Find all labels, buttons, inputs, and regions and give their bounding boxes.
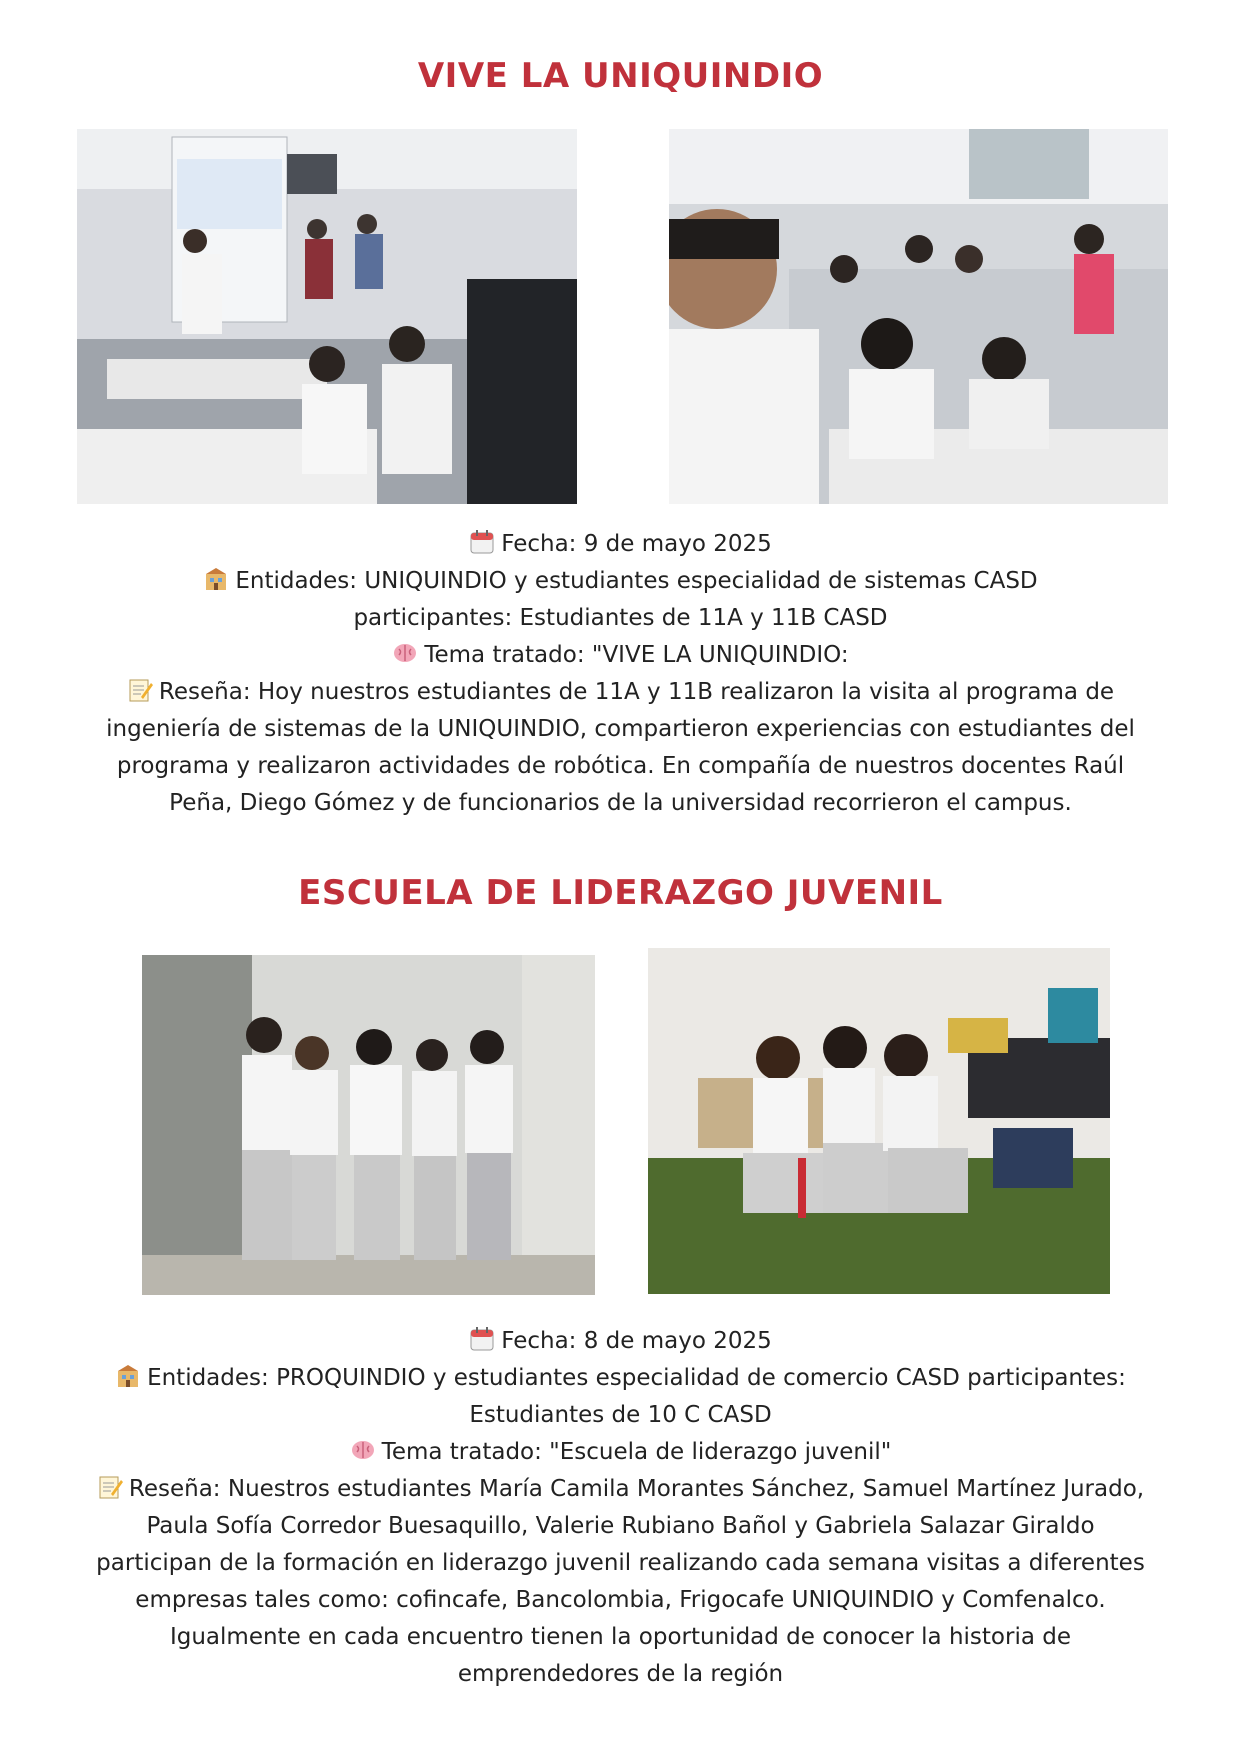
section1-resena-l1: Reseña: Hoy nuestros estudiantes de 11A y 11B realizaron la visita al programa de [158,679,1115,705]
section1-resena-l2: ingeniería de sistemas de la UNIQUINDIO, compartieron experiencias con estudiantes del [106,716,1135,742]
section1-tema: Tema tratado: "VIVE LA UNIQUINDIO: [424,642,849,668]
brain-icon [392,640,418,666]
school-building-icon [203,566,229,592]
section1-participantes: participantes: Estudiantes de 11A y 11B CASD [353,605,888,631]
section2-tema-line [30,1434,1211,1471]
section1-entidades: Entidades: UNIQUINDIO y estudiantes especialidad de sistemas CASD [235,568,1038,594]
section1-entidades-line [30,563,1211,600]
brain-icon [350,1437,376,1463]
section2-entidades-line [30,1360,1211,1397]
section2-resena-l4: empresas tales como: cofincafe, Bancolombia, Frigocafe UNIQUINDIO y Comfenalco. [135,1587,1106,1613]
calendar-icon [469,1326,495,1352]
section1-resena-l3: programa y realizaron actividades de robótica. En compañía de nuestros docentes Raúl [116,753,1125,779]
section1-info [30,526,1211,822]
memo-icon [127,677,153,703]
photo-teacher-selfie [669,129,1168,504]
section2-fecha: Fecha: 8 de mayo 2025 [501,1328,772,1354]
calendar-icon [469,529,495,555]
school-building-icon [115,1363,141,1389]
section2-fecha-line [30,1323,1211,1360]
section1-resena-l4: Peña, Diego Gómez y de funcionarios de la universidad recorrieron el campus. [169,790,1072,816]
section2-tema: Tema tratado: "Escuela de liderazgo juvenil" [381,1439,892,1465]
section1-resena-line [30,674,1211,711]
section2-resena-l6: emprendedores de la región [457,1661,784,1687]
section2-resena-l1: Reseña: Nuestros estudiantes María Camila Morantes Sánchez, Samuel Martínez Jurado, [128,1476,1145,1502]
photo-students-sitting [648,948,1110,1294]
section2-resena-l5: Igualmente en cada encuentro tienen la oportunidad de conocer la historia de [169,1624,1072,1650]
memo-icon [97,1474,123,1500]
photo-students-hallway [142,955,595,1295]
photo-classroom-robotics [77,129,577,504]
section2-resena-line [30,1471,1211,1508]
section2-entidades: Entidades: PROQUINDIO y estudiantes especialidad de comercio CASD participantes: [147,1365,1126,1391]
section2-info [30,1323,1211,1693]
section2-participantes: Estudiantes de 10 C CASD [469,1402,772,1428]
section1-fecha: Fecha: 9 de mayo 2025 [501,531,772,557]
section1-title: VIVE LA UNIQUINDIO [417,56,824,96]
section2-resena-l2: Paula Sofía Corredor Buesaquillo, Valerie Rubiano Bañol y Gabriela Salazar Giraldo [146,1513,1095,1539]
section2-title: ESCUELA DE LIDERAZGO JUVENIL [298,873,943,913]
section1-tema-line [30,637,1211,674]
section1-fecha-line [30,526,1211,563]
section2-resena-l3: participan de la formación en liderazgo juvenil realizando cada semana visitas a diferentes [96,1550,1145,1576]
